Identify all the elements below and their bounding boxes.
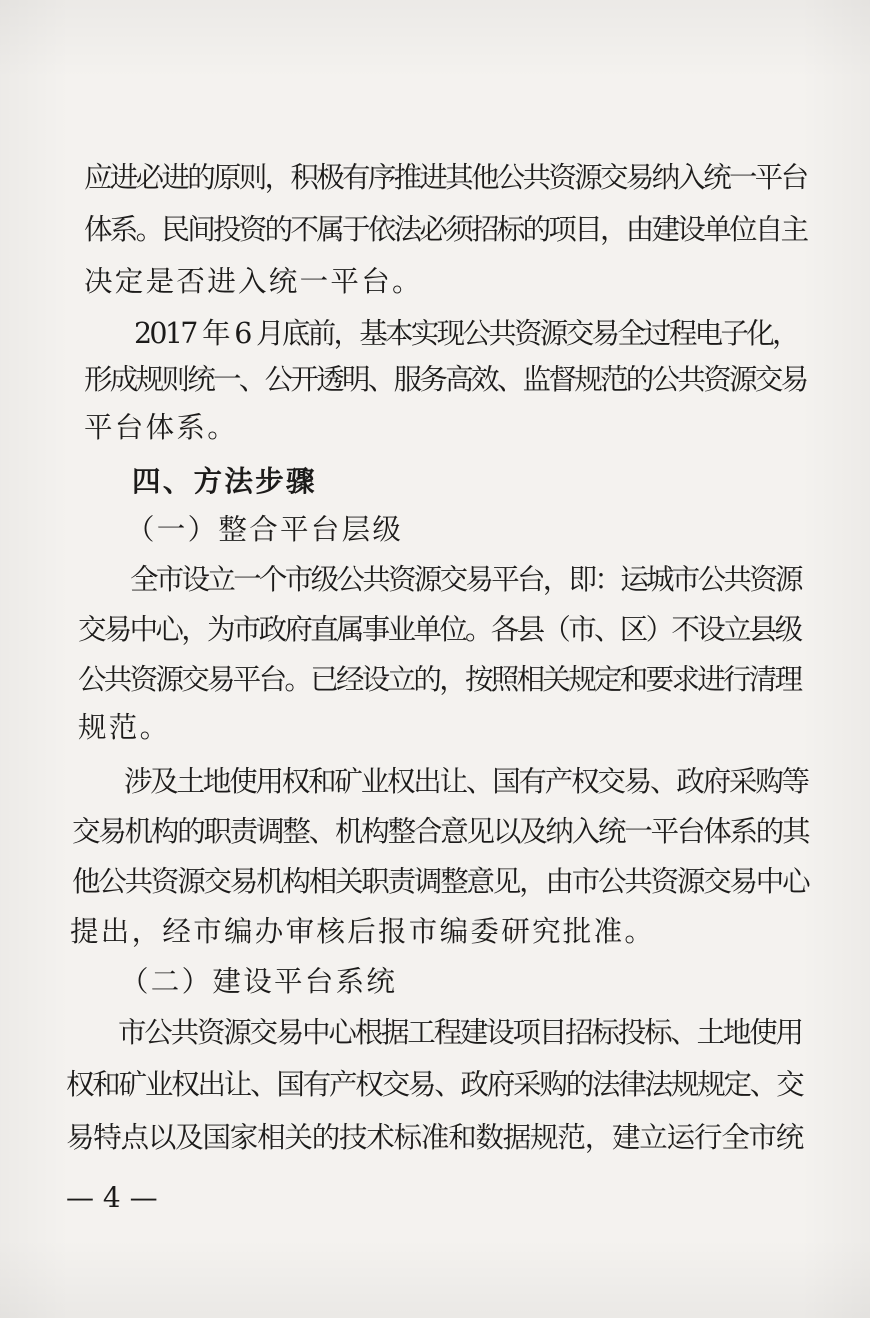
- heading-methods-steps: 四、方法步骤: [132, 464, 317, 498]
- text-line-16: 提出，经市编办审核后报市编委研究批准。: [70, 915, 656, 948]
- subsection-heading: [0, 962, 870, 1002]
- paragraph-line: [0, 262, 870, 302]
- paragraph-line: [0, 708, 870, 748]
- text-line-20: 易特点以及国家相关的技术标准和数据规范，建立运行全市统: [66, 1121, 804, 1154]
- paragraph-line: [0, 862, 870, 902]
- paragraph-line: [0, 408, 870, 448]
- paragraph-line: [0, 610, 870, 650]
- paragraph-line: [0, 1118, 870, 1158]
- text-line-10: 交易中心，为市政府直属事业单位。各县（市、区）不设立县级: [78, 613, 801, 646]
- heading-build-platform: （二）建设平台系统: [120, 965, 398, 998]
- text-line-2: 体系。民间投资的不属于依法必须招标的项目，由建设单位自主: [84, 213, 807, 246]
- text-line-5: 形成规则统一、公开透明、服务高效、监督规范的公共资源交易: [84, 363, 807, 396]
- text-line-13: 涉及土地使用权和矿业权出让、国有产权交易、政府采购等: [124, 765, 808, 798]
- text-line-12: 规范。: [78, 711, 171, 744]
- text-line-9: 全市设立一个市级公共资源交易平台，即：运城市公共资源: [130, 563, 801, 596]
- paragraph-line: [0, 912, 870, 952]
- paragraph-line: [0, 762, 870, 802]
- text-line-19: 权和矿业权出让、国有产权交易、政府采购的法律法规规定、交: [66, 1068, 803, 1101]
- page-number: — 4 —: [66, 1181, 158, 1214]
- subsection-heading: [0, 510, 870, 550]
- heading-integrate-platform: （一）整合平台层级: [126, 513, 404, 546]
- text-line-4: 2017 年 6 月底前，基本实现公共资源交易全过程电子化，: [134, 317, 798, 350]
- paragraph-line: [0, 360, 870, 400]
- paragraph-line: [0, 660, 870, 700]
- text-line-15: 他公共资源交易机构相关职责调整意见，由市公共资源交易中心: [72, 865, 809, 898]
- paragraph-line: [0, 812, 870, 852]
- paragraph-line: [0, 314, 870, 354]
- paragraph-line: [0, 1065, 870, 1105]
- text-line-3: 决定是否进入统一平台。: [84, 265, 423, 298]
- section-heading: [0, 461, 870, 501]
- text-line-1: 应进必进的原则，积极有序推进其他公共资源交易纳入统一平台: [84, 161, 807, 194]
- paragraph-line: [0, 560, 870, 600]
- text-line-11: 公共资源交易平台。已经设立的，按照相关规定和要求进行清理: [78, 663, 801, 696]
- text-line-18: 市公共资源交易中心根据工程建设项目招标投标、土地使用: [118, 1016, 802, 1049]
- paragraph-line: [0, 158, 870, 198]
- paragraph-line: [0, 1013, 870, 1053]
- text-line-6: 平台体系。: [84, 411, 239, 444]
- paragraph-line: [0, 210, 870, 250]
- text-line-14: 交易机构的职责调整、机构整合意见以及纳入统一平台体系的其: [72, 815, 809, 848]
